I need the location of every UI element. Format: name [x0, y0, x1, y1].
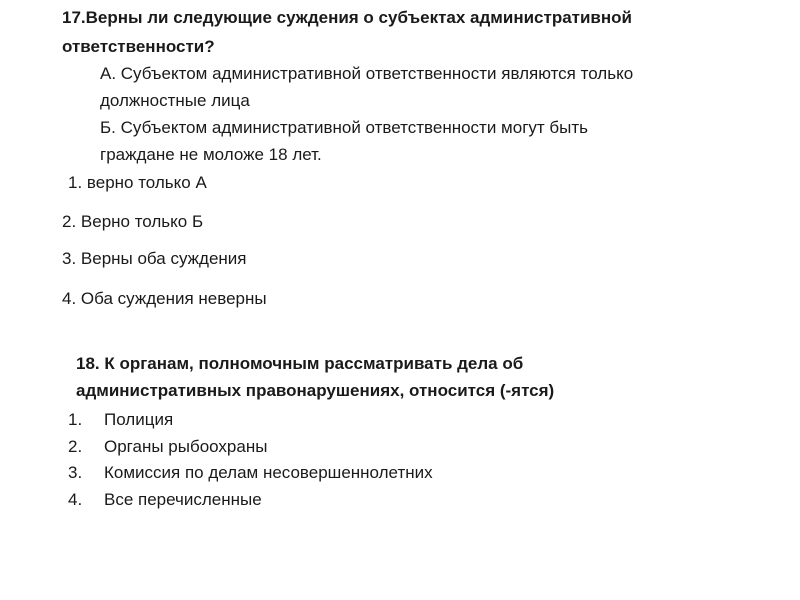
q17-answer-3: 3. Верны оба суждения: [62, 249, 247, 268]
q18-option-2: [68, 436, 267, 458]
q17-title-line-1: 17.Верны ли следующие суждения о субъектах административной: [62, 8, 632, 27]
q18-title-line-2: административных правонарушениях, относится (-ятся): [76, 381, 555, 400]
q18-option-2-text: Органы рыбоохраны: [104, 437, 268, 456]
q17-title-line-2: ответственности?: [62, 37, 215, 56]
q18-option-4-number: 4.: [68, 490, 83, 509]
q18-option-4-text: Все перечисленные: [104, 490, 262, 509]
q17-answer-1: 1. верно только А: [68, 173, 207, 192]
q18-option-2-number: 2.: [68, 437, 83, 456]
q17-answer-2: 2. Верно только Б: [62, 212, 204, 231]
q18-option-3-number: 3.: [68, 463, 83, 482]
q17-statement-b-line-1: Б. Субъектом административной ответственности могут быть: [100, 118, 589, 137]
q17-statement-a-line-1: А. Субъектом административной ответственности являются только: [100, 64, 634, 83]
q18-option-3-text: Комиссия по делам несовершеннолетних: [104, 463, 433, 482]
q18-option-3: [68, 462, 433, 484]
q18-option-4: [68, 489, 262, 511]
q18-option-1-text: Полиция: [104, 410, 174, 429]
q18-option-1-number: 1.: [68, 410, 83, 429]
q17-statement-a-line-2: должностные лица: [100, 91, 250, 110]
q18-option-1: [68, 409, 173, 431]
q17-statement-b-line-2: граждане не моложе 18 лет.: [100, 145, 322, 164]
q17-answer-4: 4. Оба суждения неверны: [62, 289, 267, 308]
q18-title-line-1: 18. К органам, полномочным рассматривать дела об: [76, 354, 524, 373]
